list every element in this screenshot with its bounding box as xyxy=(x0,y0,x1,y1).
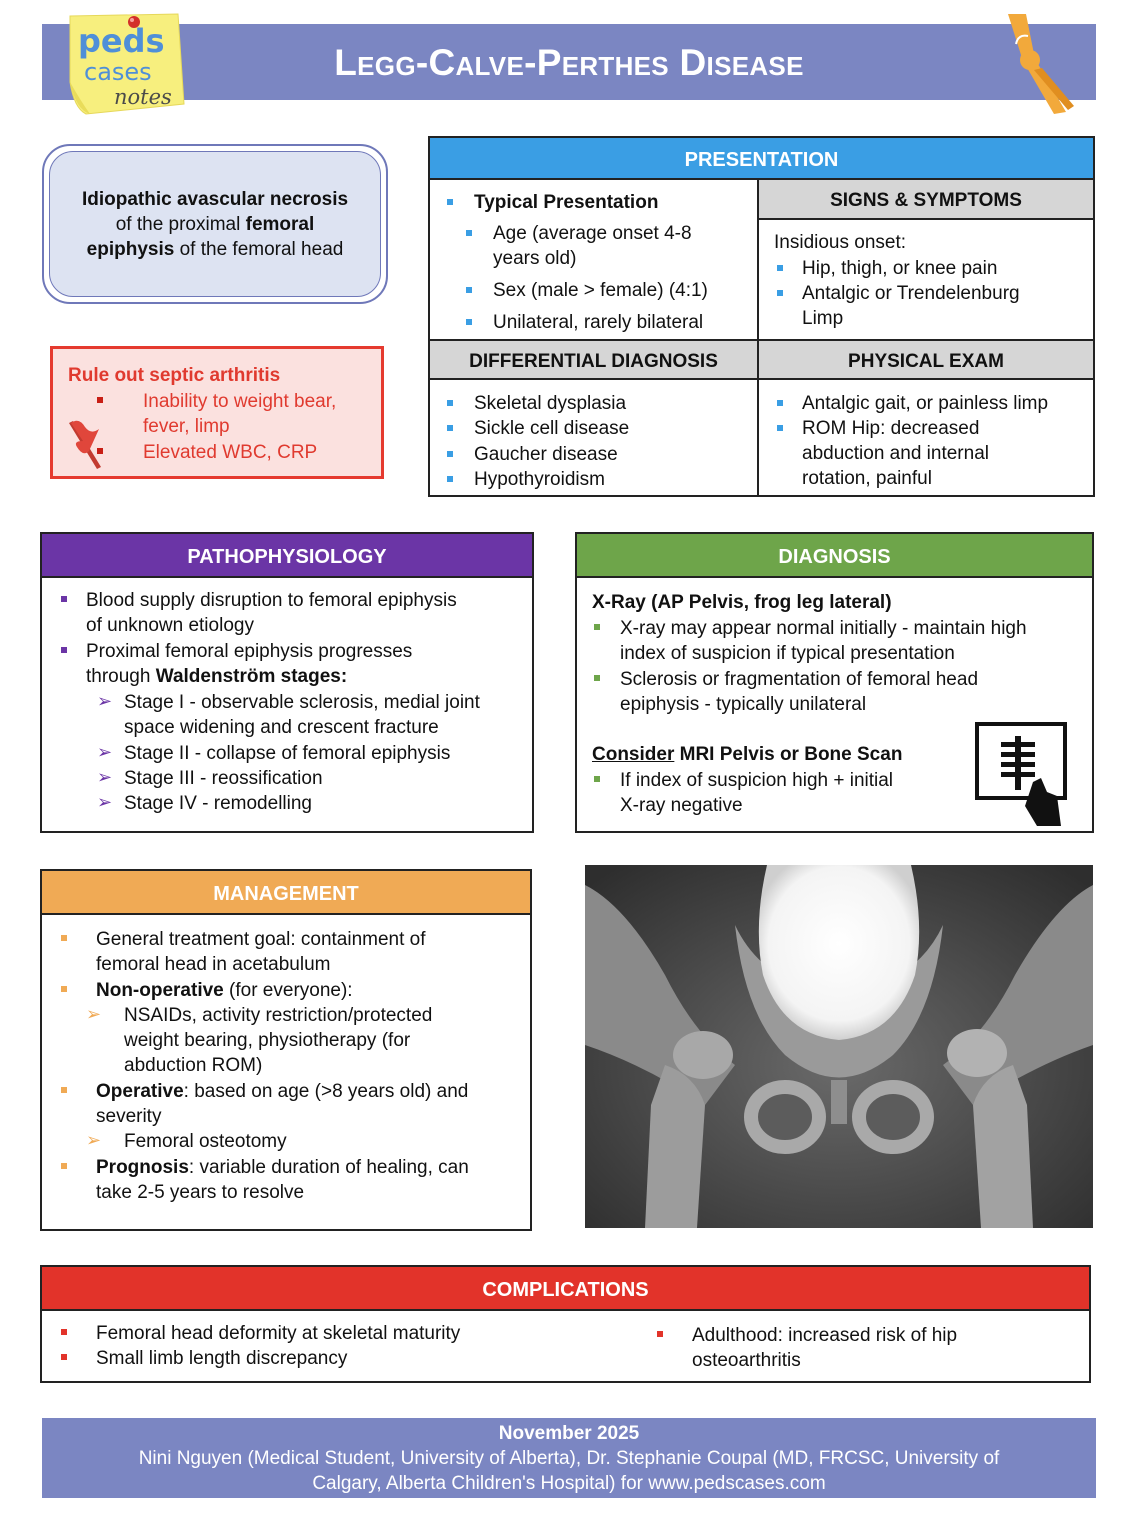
footer-authors-line2: Calgary, Alberta Children's Hospital) for www.pedscases.com xyxy=(312,1473,826,1494)
complications-header: COMPLICATIONS xyxy=(42,1267,1089,1311)
differential-diagnosis-header: DIFFERENTIAL DIAGNOSIS xyxy=(430,341,757,380)
diagnosis-section xyxy=(575,532,1094,833)
ddx-item-4: Hypothyroidism xyxy=(474,469,605,490)
footer-credits xyxy=(42,1418,1096,1498)
xray-viewer-icon xyxy=(975,722,1067,828)
stage-4: Stage IV - remodelling xyxy=(124,793,312,814)
patho-item-blood-supply: Blood supply disruption to femoral epiphysis of unknown etiology xyxy=(86,590,457,636)
knee-icon xyxy=(988,14,1080,114)
signs-symptoms-header: SIGNS & SYMPTOMS xyxy=(759,180,1093,220)
complication-osteoarthritis: Adulthood: increased risk of hip osteoarthritis xyxy=(692,1325,958,1371)
footer-date: November 2025 xyxy=(498,1423,640,1444)
signs-item-limp: Antalgic or Trendelenburg Limp xyxy=(802,283,1020,329)
arrow-icon: ➢ xyxy=(86,1004,102,1024)
xray-title: X-Ray (AP Pelvis, frog leg lateral) xyxy=(592,592,892,613)
pathophysiology-section xyxy=(40,532,534,833)
xray-item-sclerosis: Sclerosis or fragmentation of femoral head epiphysis - typically unilateral xyxy=(620,669,979,715)
arrow-icon: ➢ xyxy=(86,1130,102,1150)
septic-arthritis-box xyxy=(50,346,384,479)
pelvis-xray-image xyxy=(585,865,1093,1228)
typical-item-sex: Sex (male > female) (4:1) xyxy=(493,280,708,301)
mgmt-nonop-sub: NSAIDs, activity restriction/protected weight bearing, physiotherapy (for abduction ROM) xyxy=(124,1005,433,1076)
definition-text-3: of the femoral head xyxy=(174,238,344,260)
pathophysiology-header: PATHOPHYSIOLOGY xyxy=(42,534,532,578)
pedscases-logo xyxy=(66,12,190,118)
complication-limb-length: Small limb length discrepancy xyxy=(96,1348,348,1369)
patho-item-stages: Proximal femoral epiphysis progresses through Waldenström stages: xyxy=(86,641,413,687)
consider-item: If index of suspicion high + initial X-ray negative xyxy=(620,770,894,816)
definition-bold-3: epiphysis xyxy=(86,238,175,260)
definition-bold-2: femoral xyxy=(245,213,315,235)
mgmt-operative: Operative: based on age (>8 years old) and severity xyxy=(96,1081,469,1127)
management-section xyxy=(40,869,532,1231)
signs-item-pain: Hip, thigh, or knee pain xyxy=(802,258,998,279)
ddx-item-3: Gaucher disease xyxy=(474,444,618,465)
complication-deformity: Femoral head deformity at skeletal maturity xyxy=(96,1323,461,1344)
ddx-item-2: Sickle cell disease xyxy=(474,418,630,439)
physical-exam-header: PHYSICAL EXAM xyxy=(759,341,1093,380)
mgmt-nonoperative: Non-operative (for everyone): xyxy=(96,980,353,1001)
signs-intro: Insidious onset: xyxy=(774,232,907,253)
exam-item-gait: Antalgic gait, or painless limp xyxy=(802,393,1049,414)
management-header: MANAGEMENT xyxy=(42,871,530,915)
page-title: Legg-Calve-Perthes Disease xyxy=(334,42,804,83)
ddx-item-1: Skeletal dysplasia xyxy=(474,393,627,414)
xray-item-normal: X-ray may appear normal initially - maintain high index of suspicion if typical presentation xyxy=(620,618,1027,664)
logo-text-peds: peds xyxy=(78,22,165,60)
arrow-icon: ➢ xyxy=(97,742,113,762)
diagnosis-header: DIAGNOSIS xyxy=(577,534,1092,578)
arrow-icon: ➢ xyxy=(97,691,113,711)
arrow-icon: ➢ xyxy=(97,792,113,812)
consider-title: Consider MRI Pelvis or Bone Scan xyxy=(592,744,903,765)
red-flag-item-1: Inability to weight bear, fever, limp xyxy=(143,391,337,437)
stage-1: Stage I - observable sclerosis, medial joint space widening and crescent fracture xyxy=(124,692,480,738)
definition-text-2: of the proximal xyxy=(115,213,246,235)
red-flag-title: Rule out septic arthritis xyxy=(68,365,281,386)
mgmt-op-sub: Femoral osteotomy xyxy=(124,1131,287,1152)
mgmt-prognosis: Prognosis: variable duration of healing, can take 2-5 years to resolve xyxy=(96,1157,469,1203)
complications-section xyxy=(40,1265,1091,1383)
logo-text-cases: cases xyxy=(84,58,152,86)
red-flag-item-2: Elevated WBC, CRP xyxy=(143,442,318,463)
stage-3: Stage III - reossification xyxy=(124,768,323,789)
presentation-section xyxy=(428,136,1095,497)
arrow-icon: ➢ xyxy=(97,767,113,787)
typical-item-unilateral: Unilateral, rarely bilateral xyxy=(493,312,704,333)
stage-2: Stage II - collapse of femoral epiphysis xyxy=(124,743,451,764)
presentation-header: PRESENTATION xyxy=(430,138,1093,180)
definition-box xyxy=(42,144,388,304)
flag-icon xyxy=(63,419,105,469)
typical-presentation-title: Typical Presentation xyxy=(474,192,659,213)
exam-item-rom: ROM Hip: decreased abduction and internal rotation, painful xyxy=(802,418,989,489)
typical-item-age: Age (average onset 4-8 years old) xyxy=(493,223,692,269)
definition-text xyxy=(49,151,381,297)
logo-text-notes: notes xyxy=(114,85,172,109)
footer-authors-line1: Nini Nguyen (Medical Student, University of Alberta), Dr. Stephanie Coupal (MD, FRCSC, University of xyxy=(138,1448,1000,1469)
header-banner xyxy=(42,24,1096,100)
mgmt-goal: General treatment goal: containment of femoral head in acetabulum xyxy=(96,929,426,975)
definition-bold-1: Idiopathic avascular necrosis xyxy=(81,188,349,210)
